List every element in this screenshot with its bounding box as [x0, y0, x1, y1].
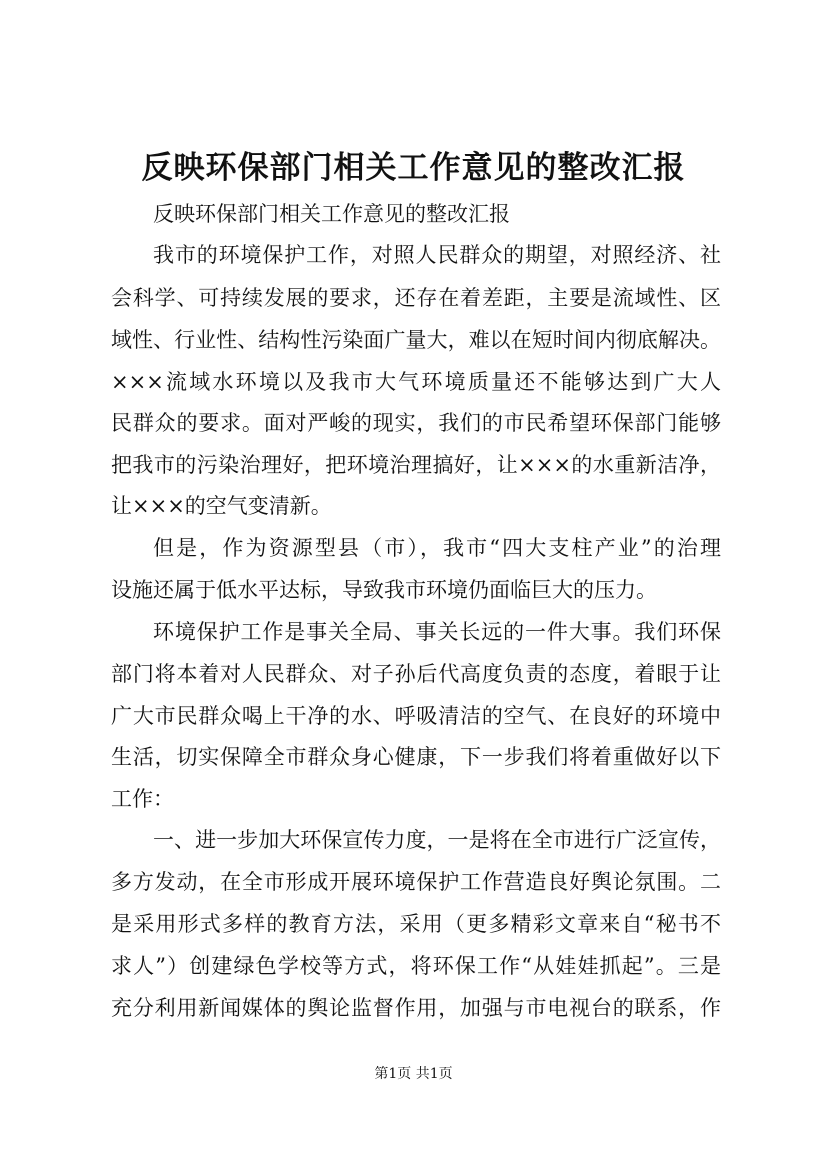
- body-line: 但是，作为资源型县（市），我市“四大支柱产业”的治理: [153, 536, 721, 560]
- body-line: 让×××的空气变清新。: [111, 494, 332, 518]
- body-line: 多方发动，在全市形成开展环境保护工作营造良好舆论氛围。二: [111, 870, 721, 894]
- body-line: 一、进一步加大环保宣传力度，一是将在全市进行广泛宣传，: [153, 828, 721, 852]
- body-line: 求人”）创建绿色学校等方式，将环保工作“从娃娃抓起”。三是: [111, 954, 721, 978]
- body-line: 生活，切实保障全市群众身心健康，下一步我们将着重做好以下: [111, 745, 721, 769]
- page-number-footer: 第1页 共1页: [374, 1066, 453, 1082]
- body-line: 是采用形式多样的教育方法，采用（更多精彩文章来自“秘书不: [111, 912, 721, 936]
- body-line: 广大市民群众喝上干净的水、呼吸清洁的空气、在良好的环境中: [111, 704, 721, 728]
- body-line: 域性、行业性、结构性污染面广量大，难以在短时间内彻底解决。: [111, 328, 721, 352]
- body-line: ×××流域水环境以及我市大气环境质量还不能够达到广大人: [111, 370, 721, 394]
- body-line: 环境保护工作是事关全局、事关长远的一件大事。我们环保: [153, 620, 721, 644]
- body-line: 设施还属于低水平达标，导致我市环境仍面临巨大的压力。: [111, 578, 657, 602]
- body-line: 我市的环境保护工作，对照人民群众的期望，对照经济、社: [153, 243, 721, 267]
- body-line: 工作：: [111, 787, 174, 811]
- body-line: 会科学、可持续发展的要求，还存在着差距，主要是流域性、区: [111, 286, 721, 310]
- body-line: 把我市的污染治理好，把环境治理搞好，让×××的水重新洁净，: [111, 453, 721, 477]
- subtitle-line: 反映环保部门相关工作意见的整改汇报: [153, 202, 510, 226]
- body-line: 民群众的要求。面对严峻的现实，我们的市民希望环保部门能够: [111, 411, 721, 435]
- document-title: 反映环保部门相关工作意见的整改汇报: [141, 150, 686, 186]
- body-line: 部门将本着对人民群众、对子孙后代高度负责的态度，着眼于让: [111, 662, 721, 686]
- body-line: 充分利用新闻媒体的舆论监督作用，加强与市电视台的联系，作: [111, 996, 721, 1020]
